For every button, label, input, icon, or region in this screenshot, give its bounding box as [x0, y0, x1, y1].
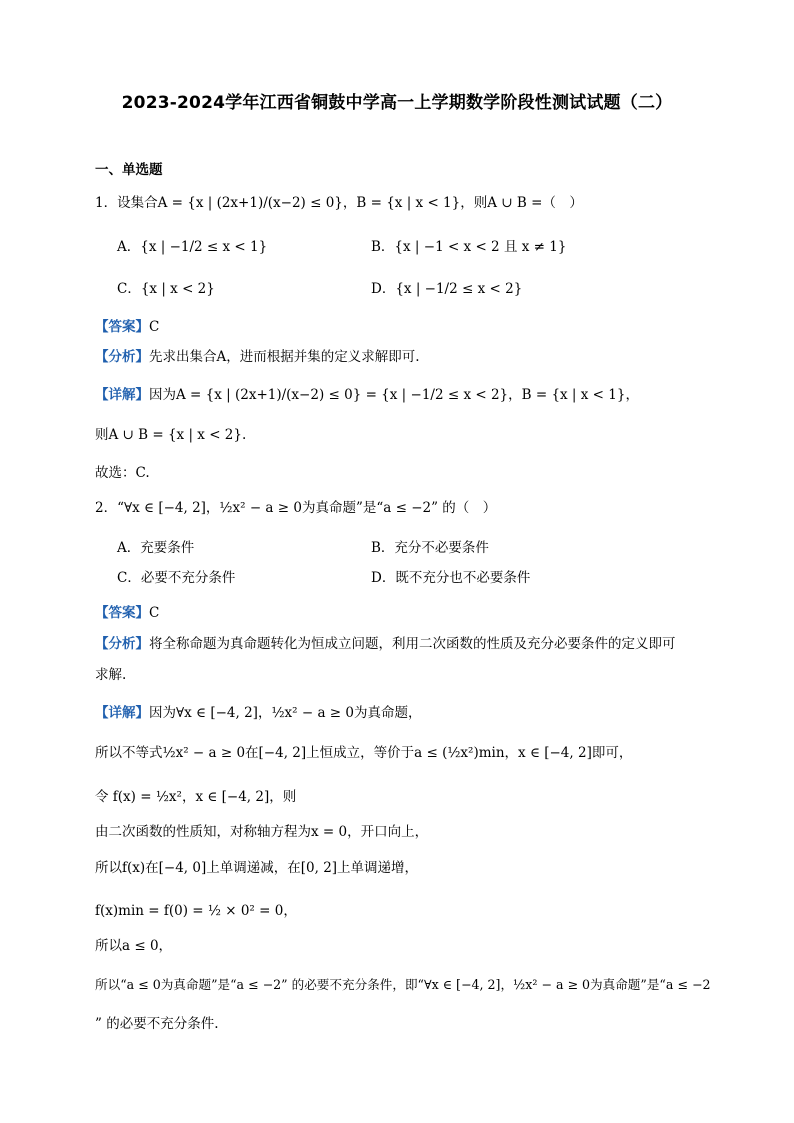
- q1-answer-tag: 【答案】: [95, 319, 149, 335]
- q1-analysis: [95, 347, 420, 367]
- q2-analysis-line1: 将全称命题为真命题转化为恒成立问题，利用二次函数的性质及充分必要条件的定义即可: [149, 636, 676, 652]
- q1-detail: [95, 385, 639, 405]
- q2-option-c-text: 必要不充分条件: [140, 570, 236, 586]
- q1-option-c-label: C．: [117, 281, 141, 297]
- q2-detail-line1: 因为∀x ∈ [−4, 2]，½x² − a ≥ 0为真命题，: [149, 705, 422, 721]
- q1-option-a-text: {x | −1/2 ≤ x < 1}: [140, 239, 268, 255]
- q1-analysis-tag: 【分析】: [95, 349, 149, 365]
- q2-answer: [95, 603, 159, 623]
- q1-option-a-label: A．: [117, 239, 141, 255]
- q1-stem-prefix: 1．设集合: [95, 195, 158, 211]
- q2-option-c-label: C．: [117, 570, 141, 586]
- q1-detail-line3: 故选：C.: [95, 465, 150, 481]
- q2-detail-line7: 所以a ≤ 0，: [95, 938, 173, 954]
- q1-option-d-label: D．: [371, 281, 396, 297]
- q1-analysis-text: 先求出集合A，进而根据并集的定义求解即可.: [149, 349, 420, 365]
- q2-option-d: [371, 568, 530, 588]
- q2-analysis: [95, 634, 676, 654]
- q2-answer-value: C: [149, 605, 160, 621]
- q1-set-a: A = {x | (2x+1)/(x−2) ≤ 0}: [157, 195, 343, 211]
- q2-answer-tag: 【答案】: [95, 605, 149, 621]
- q2-detail-line8: 所以“a ≤ 0为真命题”是“a ≤ −2” 的必要不充分条件，即“∀x ∈ [−4, 2]，½x² − a ≥ 0为真命题”是“a ≤ −2: [95, 977, 711, 992]
- q2-option-b-label: B．: [371, 540, 395, 556]
- q2-detail-tag: 【详解】: [95, 705, 149, 721]
- q2-option-d-text: 既不充分也不必要条件: [395, 570, 531, 586]
- q2-option-a-text: 充要条件: [140, 540, 195, 556]
- q1-option-c: [117, 279, 215, 299]
- q2-analysis-line2: 求解.: [95, 667, 127, 683]
- q1-option-d: [371, 279, 522, 299]
- q2-detail-line2: 所以不等式½x² − a ≥ 0在[−4, 2]上恒成立，等价于a ≤ (½x²)min，x ∈ [−4, 2]即可，: [95, 745, 633, 761]
- q1-option-b-label: B．: [371, 239, 395, 255]
- page-title: 2023-2024学年江西省铜鼓中学高一上学期数学阶段性测试试题（二）: [121, 93, 673, 113]
- q1-stem: 1．设集合A = {x | (2x+1)/(x−2) ≤ 0}，B = {x | x < 1}，则A ∪ B =（ ）: [95, 195, 583, 211]
- q2-detail-line4: 由二次函数的性质知，对称轴方程为x = 0，开口向上，: [95, 824, 429, 840]
- q1-option-a: [117, 237, 267, 257]
- q1-detail-line2: 则A ∪ B = {x | x < 2}.: [95, 427, 247, 443]
- q2-detail: [95, 703, 421, 723]
- q1-detail-tag: 【详解】: [95, 387, 149, 403]
- q1-detail-line1: 因为A = {x | (2x+1)/(x−2) ≤ 0} = {x | −1/2 ≤ x < 2}，B = {x | x < 1}，: [149, 387, 639, 403]
- q2-analysis-tag: 【分析】: [95, 636, 149, 652]
- q1-set-b: B = {x | x < 1}: [356, 195, 461, 211]
- q2-option-b-text: 充分不必要条件: [394, 540, 489, 556]
- q2-option-c: [117, 568, 235, 588]
- q1-option-d-text: {x | −1/2 ≤ x < 2}: [395, 281, 523, 297]
- q1-answer-value: C: [149, 319, 160, 335]
- q2-detail-line9: ” 的必要不充分条件.: [95, 1016, 219, 1032]
- section-heading: 一、单选题: [95, 162, 163, 178]
- q2-option-d-label: D．: [371, 570, 396, 586]
- q2-detail-line5: 所以f(x)在[−4, 0]上单调递减，在[0, 2]上单调递增，: [95, 860, 419, 876]
- q2-detail-line3: 令 f(x) = ½x²，x ∈ [−4, 2]，则: [95, 789, 297, 805]
- q2-detail-line6: f(x)min = f(0) = ½ × 0² = 0，: [95, 903, 297, 919]
- q1-answer: [95, 317, 159, 337]
- q2-option-a: [117, 538, 194, 558]
- q1-ask: ，则A ∪ B =（ ）: [460, 195, 583, 211]
- q2-stem: 2．“∀x ∈ [−4, 2]，½x² − a ≥ 0为真命题”是“a ≤ −2” 的（ ）: [95, 500, 497, 516]
- q1-option-b-text: {x | −1 < x < 2 且 x ≠ 1}: [394, 239, 567, 255]
- q1-option-c-text: {x | x < 2}: [140, 281, 215, 297]
- q2-option-a-label: A．: [117, 540, 141, 556]
- q2-option-b: [371, 538, 489, 558]
- q1-option-b: [371, 237, 566, 257]
